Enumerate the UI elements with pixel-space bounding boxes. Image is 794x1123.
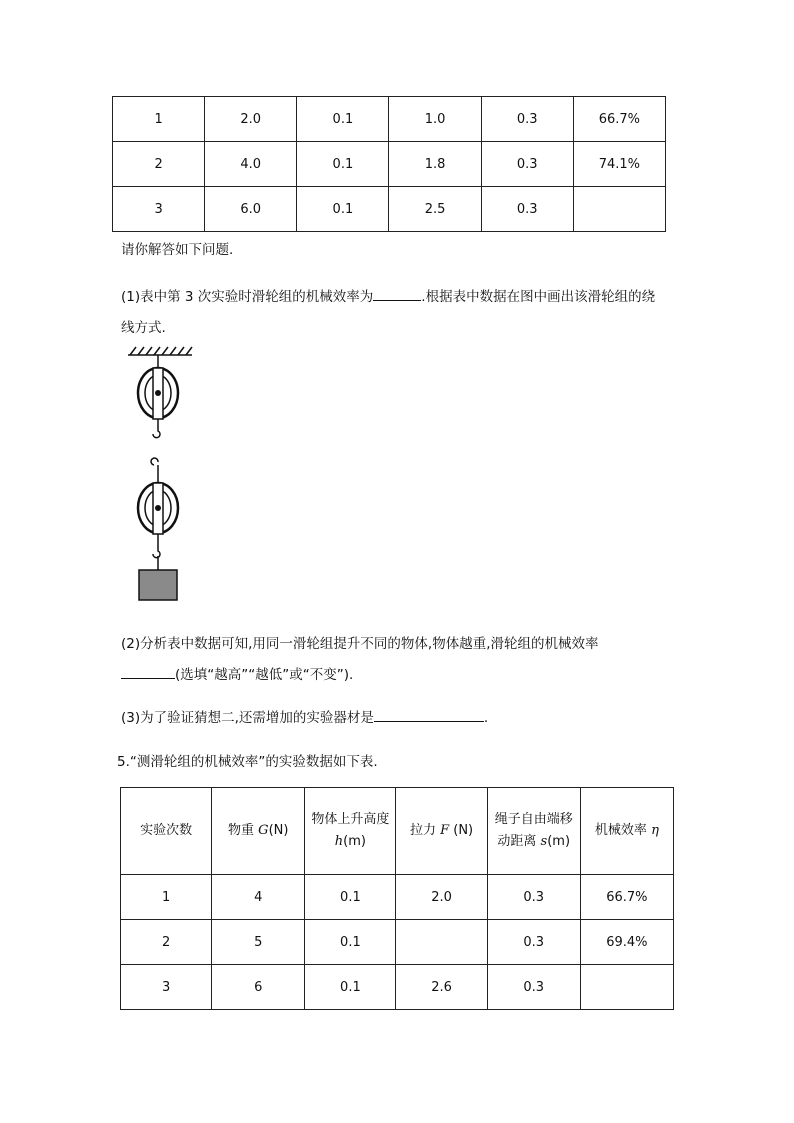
- table-cell: 66.7%: [580, 875, 673, 920]
- table-cell: 0.3: [487, 875, 580, 920]
- table-cell: 5: [212, 920, 305, 965]
- fixed-pulley: [138, 368, 178, 438]
- table-cell: 66.7%: [573, 97, 665, 142]
- question-3-line: [121, 706, 488, 726]
- header-efficiency-label: 机械效率: [594, 823, 652, 838]
- table-cell: 0.3: [481, 142, 573, 187]
- header-height-var: h: [334, 834, 344, 849]
- table-cell: [396, 920, 487, 965]
- header-force: [396, 788, 487, 875]
- table-cell: 0.3: [481, 187, 573, 232]
- header-efficiency: [580, 788, 673, 875]
- table-cell: 0.3: [487, 920, 580, 965]
- answer-blank[interactable]: [121, 678, 175, 679]
- table-row: [121, 965, 674, 1010]
- table-cell: 2: [113, 142, 205, 187]
- question-1-text-b: .根据表中数据在图中画出该滑轮组的绕: [421, 289, 656, 305]
- table-cell: 0.1: [297, 142, 389, 187]
- table-cell: [580, 965, 673, 1010]
- question-2-text: (选填“越高”“越低”或“不变”).: [175, 667, 354, 683]
- question-3-text: (3)为了验证猜想二,还需增加的实验器材是: [121, 710, 374, 726]
- table-cell: 0.1: [305, 965, 396, 1010]
- table-cell: 3: [113, 187, 205, 232]
- table-cell: 1.8: [389, 142, 481, 187]
- header-distance: [487, 788, 580, 875]
- ceiling-mount: [128, 347, 192, 368]
- header-distance-var: s: [540, 834, 548, 849]
- table-cell: 74.1%: [573, 142, 665, 187]
- table-cell: 0.1: [305, 875, 396, 920]
- question-2-line-1: (2)分析表中数据可知,用同一滑轮组提升不同的物体,物体越重,滑轮组的机械效率: [121, 636, 599, 652]
- table-cell: 0.1: [297, 97, 389, 142]
- header-force-unit: (N): [449, 823, 474, 838]
- table-cell: 6: [212, 965, 305, 1010]
- table-cell: 0.1: [297, 187, 389, 232]
- answer-blank[interactable]: [374, 721, 484, 722]
- table-cell: 69.4%: [580, 920, 673, 965]
- table-row: [121, 875, 674, 920]
- header-distance-label-2: 动距离: [497, 834, 541, 849]
- table-cell: 6.0: [205, 187, 297, 232]
- question-2-line-2: [121, 663, 353, 683]
- prompt-text: 请你解答如下问题.: [121, 242, 234, 258]
- weight-block: [139, 570, 177, 600]
- header-efficiency-var: η: [651, 823, 659, 838]
- header-force-label: 拉力: [409, 823, 441, 838]
- question-3-end: .: [483, 710, 489, 726]
- movable-pulley: [138, 458, 178, 570]
- question-1-text-a: (1)表中第 3 次实验时滑轮组的机械效率为: [121, 289, 374, 305]
- table-cell: 1.0: [389, 97, 481, 142]
- table-cell: 4.0: [205, 142, 297, 187]
- header-weight: [212, 788, 305, 875]
- table-cell: 4: [212, 875, 305, 920]
- header-trial-number: 实验次数: [121, 788, 212, 875]
- table-cell: 1: [113, 97, 205, 142]
- header-height-label: 物体上升高度: [311, 812, 390, 827]
- table-cell: 2.0: [396, 875, 487, 920]
- table-cell: 1: [121, 875, 212, 920]
- table-cell: 0.3: [481, 97, 573, 142]
- table-cell: 0.1: [305, 920, 396, 965]
- table-cell: 3: [121, 965, 212, 1010]
- problem-5-title: 5.“测滑轮组的机械效率”的实验数据如下表.: [117, 754, 378, 770]
- table-row: [121, 920, 674, 965]
- table-cell: 2.0: [205, 97, 297, 142]
- data-table-2: [120, 787, 674, 1010]
- question-1-line-2: 线方式.: [121, 320, 166, 336]
- table-cell: 2.5: [389, 187, 481, 232]
- header-weight-unit: (N): [268, 823, 289, 838]
- table-cell: 2.6: [396, 965, 487, 1010]
- header-weight-label: 物重: [228, 823, 259, 838]
- header-distance-unit: (m): [547, 834, 571, 849]
- header-weight-var: G: [258, 823, 269, 838]
- header-height-unit: (m): [343, 834, 366, 849]
- header-distance-label-1: 绳子自由端移: [494, 812, 573, 827]
- header-height: [305, 788, 396, 875]
- header-force-var: F: [440, 823, 450, 838]
- table-header-row: [121, 788, 674, 875]
- table-cell: 2: [121, 920, 212, 965]
- table-cell: 0.3: [487, 965, 580, 1010]
